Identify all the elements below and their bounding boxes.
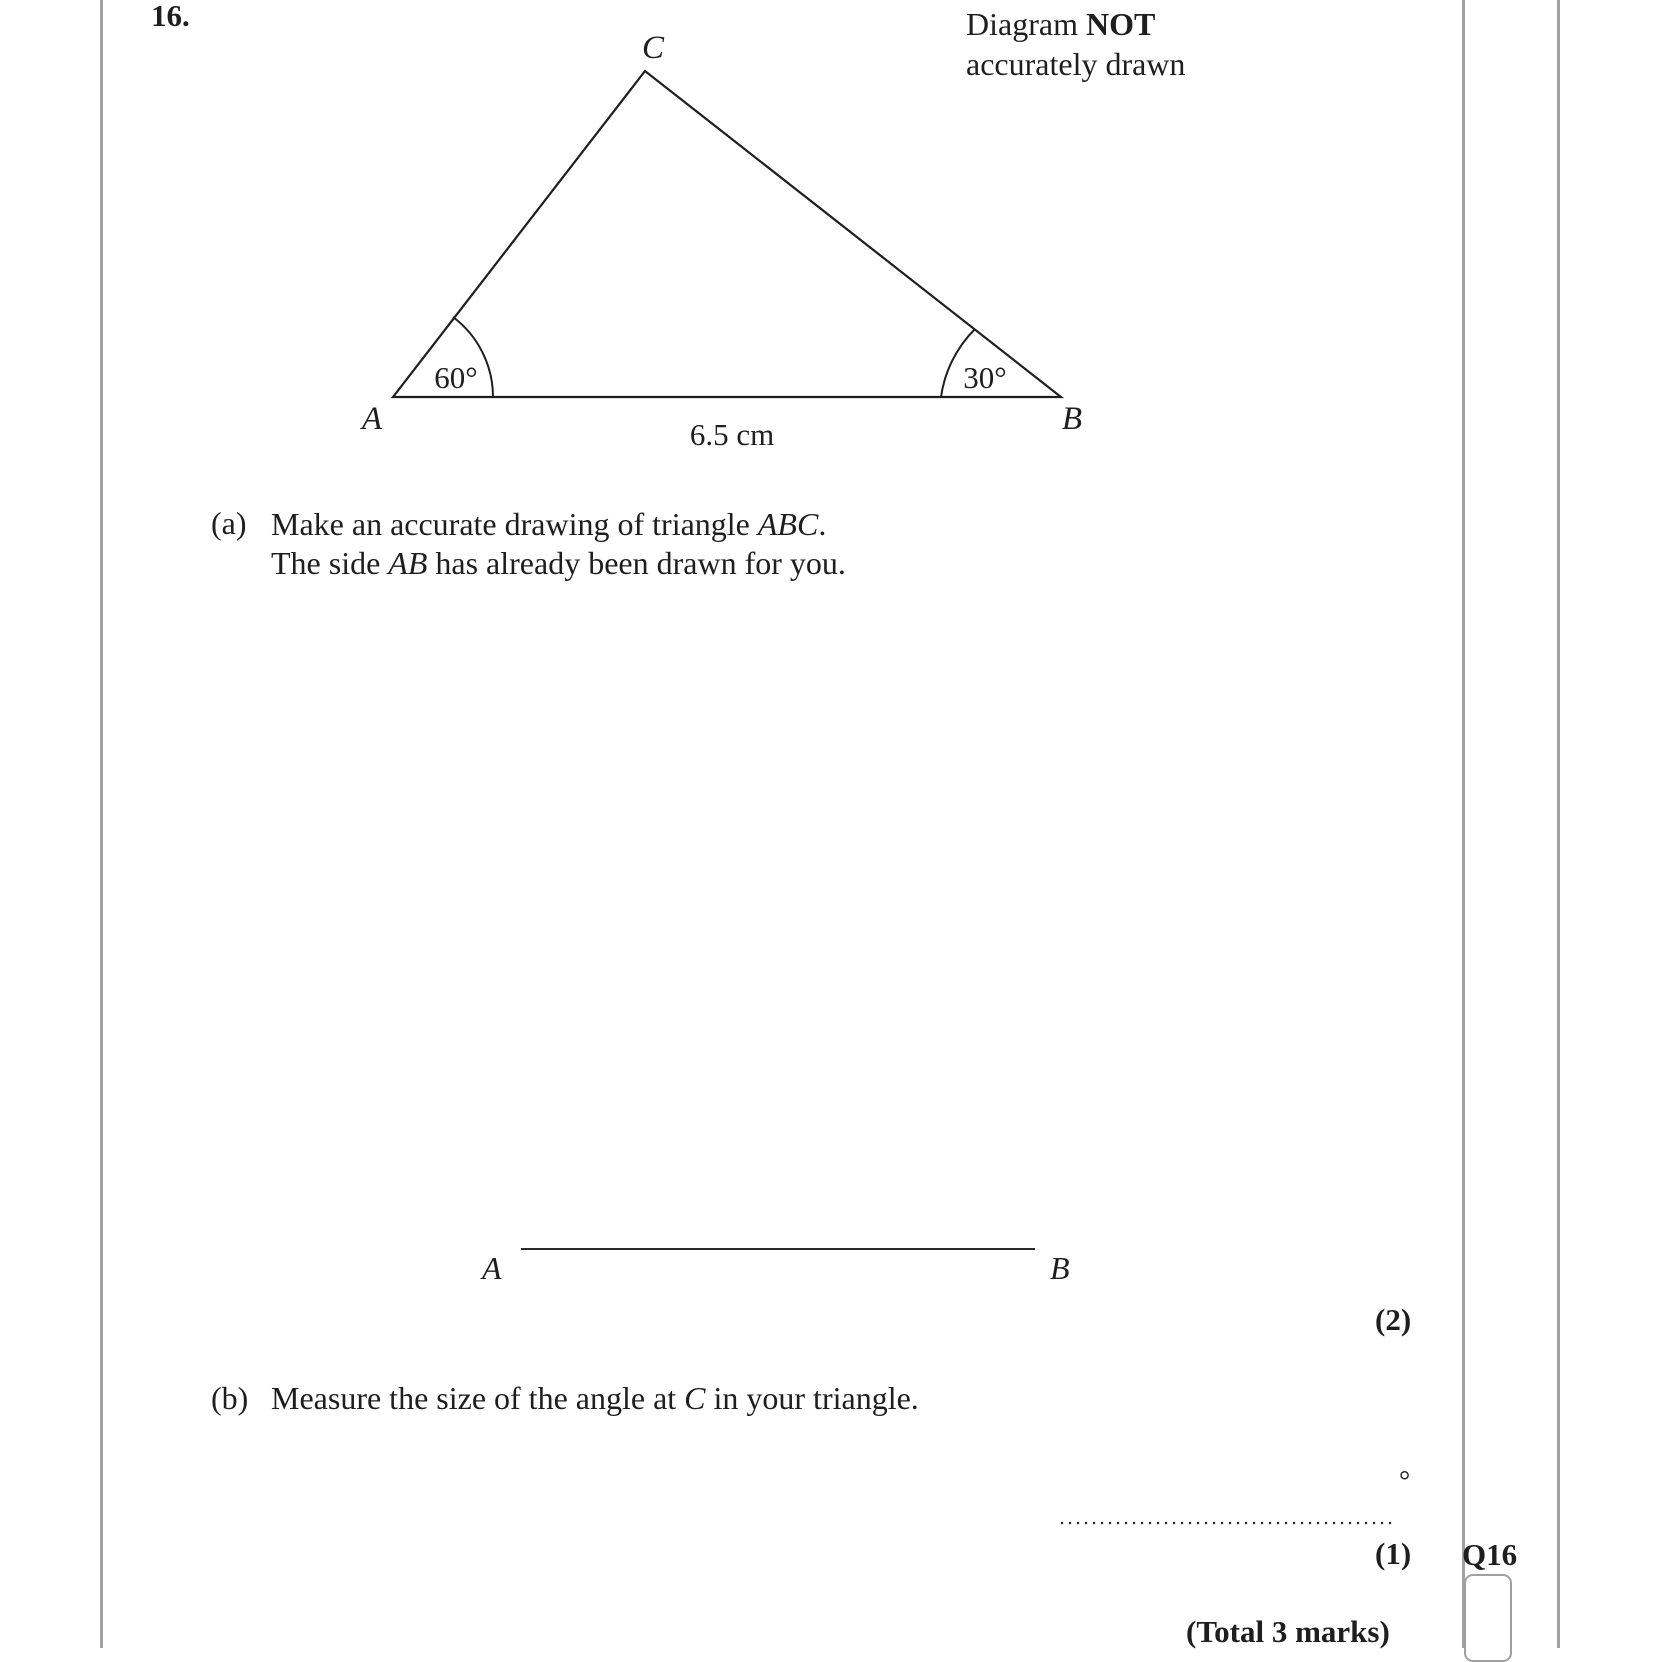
part-b-marks: (1) xyxy=(1375,1536,1412,1571)
part-a-instruction xyxy=(271,505,846,583)
vertex-label-a: A xyxy=(361,401,383,437)
part-b-text: Measure the size of the angle at xyxy=(271,1380,685,1416)
total-marks: (Total 3 marks) xyxy=(1186,1614,1390,1649)
score-box[interactable] xyxy=(1464,1574,1512,1662)
diagram-note-not: NOT xyxy=(1085,6,1156,42)
side-ab-length: 6.5 cm xyxy=(689,417,775,452)
diagram-note-prefix: Diagram xyxy=(966,6,1086,42)
drawn-side-label-b: B xyxy=(1050,1250,1070,1286)
part-a-line1-text: Make an accurate drawing of triangle xyxy=(271,506,758,542)
part-b-instruction xyxy=(271,1380,919,1417)
angle-answer-field[interactable] xyxy=(1058,1470,1392,1522)
degree-symbol: ° xyxy=(1399,1466,1411,1497)
side-name: AB xyxy=(388,545,428,581)
diagram-note-line2: accurately drawn xyxy=(966,46,1186,82)
vertex-label-c: C xyxy=(641,30,665,66)
answer-dotted-line xyxy=(1058,1521,1392,1525)
vertex-label-b: B xyxy=(1061,401,1083,437)
triangle-abc xyxy=(393,71,1061,397)
angle-b-label: 30° xyxy=(963,360,1007,395)
question-number: 16. xyxy=(151,0,190,33)
drawn-side-label-a: A xyxy=(482,1250,502,1286)
part-a-line1 xyxy=(271,505,846,544)
part-a-line2 xyxy=(271,544,846,583)
triangle-name: ABC xyxy=(757,506,819,542)
question-code: Q16 xyxy=(1462,1537,1518,1572)
angle-vertex-name: C xyxy=(684,1380,706,1416)
triangle-diagram xyxy=(0,0,1654,470)
part-b-text-end: in your triangle. xyxy=(705,1380,919,1416)
drawing-area[interactable] xyxy=(200,600,1440,1300)
angle-a-label: 60° xyxy=(434,360,478,395)
part-a-line1-end: . xyxy=(818,506,827,542)
drawn-side-ab xyxy=(521,1248,1035,1250)
part-a-marks: (2) xyxy=(1375,1302,1412,1337)
part-a-label: (a) xyxy=(211,505,247,541)
part-a-line2-text: The side xyxy=(271,545,389,581)
part-b-label: (b) xyxy=(211,1380,249,1416)
part-a-line2-end: has already been drawn for you. xyxy=(427,545,846,581)
